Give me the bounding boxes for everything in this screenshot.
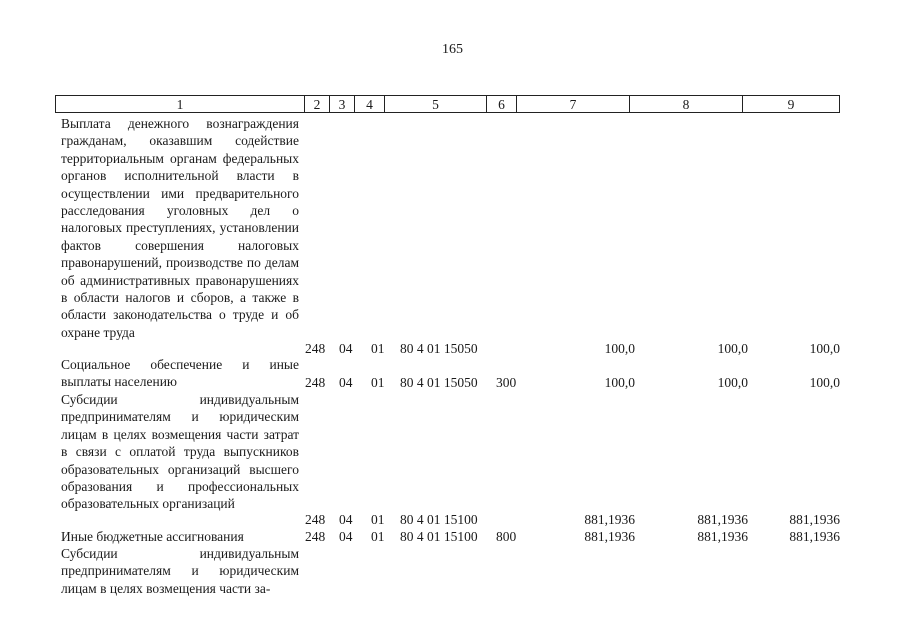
row-4-col-9: 881,1936 [789, 529, 840, 544]
row-1-col-8: 100,0 [717, 341, 748, 356]
row-3-col-3: 04 [339, 512, 353, 527]
row-2-col-3: 04 [339, 375, 353, 390]
row-1-col-2: 248 [305, 341, 326, 356]
header-col-9: 9 [787, 97, 795, 112]
header-col-4: 4 [355, 96, 385, 112]
row-3-col-4: 01 [371, 512, 385, 527]
row-4-col-3: 04 [339, 529, 353, 544]
table-header [55, 95, 840, 113]
row-1-col-3: 04 [339, 341, 353, 356]
row-4-col-5: 80 4 01 15100 [400, 529, 478, 544]
row-4-col-7: 881,1936 [584, 529, 635, 544]
header-col-1: 1 [56, 96, 305, 112]
row-1-description: Выплата денежного вознаграждения гражданам, оказавшим содействие территориальным органам федеральных органов исполнительной власти в осуществлении ими предварительного расследования уголовных дел о налоговых преступлениях, установлении фактов совершения налоговых правонарушений, производстве по делам об административных правонарушениях в области налогов и сборов, а также в области законодательства о труде и об охране труда [61, 116, 299, 340]
row-4-col-4: 01 [371, 529, 385, 544]
header-col-2: 2 [305, 96, 330, 112]
row-4-col-8: 881,1936 [697, 529, 748, 544]
row-3-col-2: 248 [305, 512, 326, 527]
row-2-col-5: 80 4 01 15050 [400, 375, 478, 390]
row-3-col-9: 881,1936 [789, 512, 840, 527]
row-1-col-9: 100,0 [809, 341, 840, 356]
row-5-description: Субсидии индивидуальным предпринимателям и юридическим лицам в целях возмещения части за- [61, 546, 299, 596]
header-col-6: 6 [487, 96, 517, 112]
row-2-col-9: 100,0 [809, 375, 840, 390]
row-1-col-4: 01 [371, 341, 385, 356]
row-4-col-2: 248 [305, 529, 326, 544]
header-col-8: 8 [630, 96, 743, 112]
header-col-3: 3 [330, 96, 355, 112]
row-3-description: Субсидии индивидуальным предпринимателям и юридическим лицам в целях возмещения части затрат в связи с оплатой труда выпускников образовательных организаций высшего образования и профессиональных образовательных организаций [61, 392, 299, 512]
row-3-col-5: 80 4 01 15100 [400, 512, 478, 527]
row-1-col-7: 100,0 [604, 341, 635, 356]
row-4-description: Иные бюджетные ассигнования [61, 529, 244, 544]
row-2-col-7: 100,0 [604, 375, 635, 390]
row-1-col-5: 80 4 01 15050 [400, 341, 478, 356]
row-2-col-8: 100,0 [717, 375, 748, 390]
page-number: 165 [442, 42, 463, 57]
row-2-col-6: 300 [496, 375, 517, 390]
row-3-col-7: 881,1936 [584, 512, 635, 527]
header-col-5: 5 [385, 96, 487, 112]
row-2-col-2: 248 [305, 375, 326, 390]
row-4-col-6: 800 [496, 529, 517, 544]
header-col-7: 7 [517, 96, 630, 112]
row-2-description: Социальное обеспечение и иные выплаты населению [61, 357, 299, 390]
row-2-col-4: 01 [371, 375, 385, 390]
row-3-col-8: 881,1936 [697, 512, 748, 527]
